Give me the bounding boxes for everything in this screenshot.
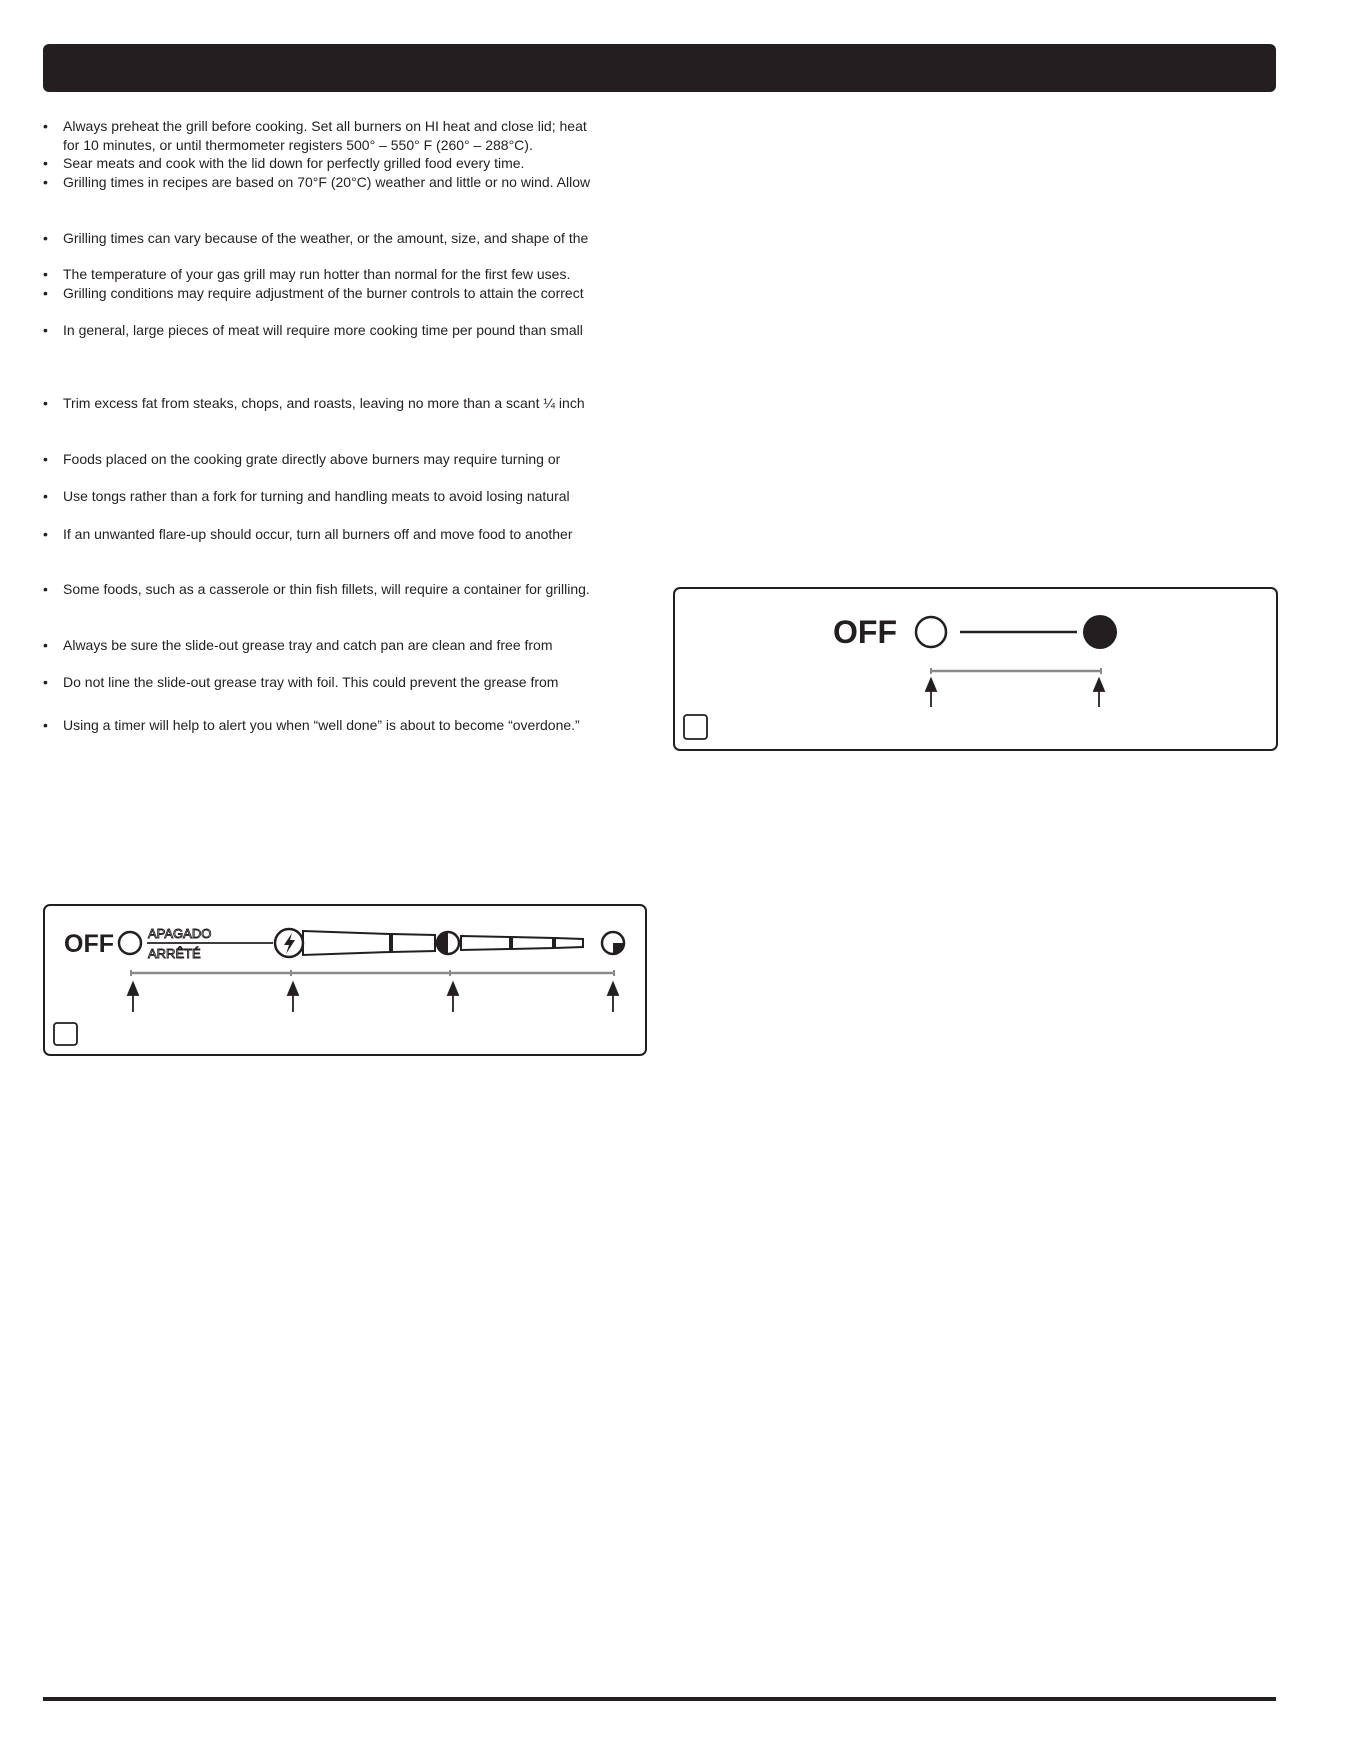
bullet-icon: •: [43, 285, 48, 301]
tip-text: Foods placed on the cooking grate directly above burners may require turning or: [63, 451, 561, 467]
flame-segment-4: [512, 937, 553, 949]
bullet-icon: •: [43, 637, 48, 653]
tip-text: Do not line the slide-out grease tray with foil. This could prevent the grease from: [63, 674, 559, 690]
bullet-icon: •: [43, 230, 48, 246]
bullet-icon: •: [43, 451, 48, 467]
tip-text: Always be sure the slide-out grease tray and catch pan are clean and free from: [63, 637, 553, 653]
section-header-bar: [43, 44, 1276, 92]
bullet-icon: •: [43, 395, 48, 411]
bullet-icon: •: [43, 581, 48, 597]
flame-segment-3: [461, 936, 510, 950]
tip-text: Some foods, such as a casserole or thin fish fillets, will require a container for grilling.: [63, 581, 590, 597]
bullet-icon: •: [43, 526, 48, 542]
main-burner-knob-diagram: [43, 904, 647, 1056]
main-burner-knob-svg: [45, 906, 649, 1058]
tip-text: Trim excess fat from steaks, chops, and roasts, leaving no more than a scant ¼ inch: [63, 395, 585, 411]
flame-segment-1: [303, 931, 390, 955]
flame-segment-2: [392, 934, 435, 952]
tip-text: Using a timer will help to alert you when “well done” is about to become “overdone.”: [63, 717, 580, 733]
bullet-icon: •: [43, 488, 48, 504]
tip-text: Grilling times can vary because of the weather, or the amount, size, and shape of the: [63, 230, 589, 246]
tip-text: Always preheat the grill before cooking. Set all burners on HI heat and close lid; heat: [63, 118, 587, 134]
tip-text: Use tongs rather than a fork for turning and handling meats to avoid losing natural: [63, 488, 570, 504]
ignite-lightning-icon: [284, 933, 295, 954]
tip-text: In general, large pieces of meat will require more cooking time per pound than small: [63, 322, 583, 338]
side-burner-knob-diagram: [673, 587, 1278, 751]
tip-text: for 10 minutes, or until thermometer registers 500° – 550° F (260° – 288°C).: [63, 137, 533, 153]
low-heat-fill: [613, 943, 624, 954]
bullet-icon: •: [43, 266, 48, 282]
tip-text: Grilling conditions may require adjustment of the burner controls to attain the correct: [63, 285, 584, 301]
figure-marker-box: [54, 1023, 77, 1045]
bullet-icon: •: [43, 322, 48, 338]
off-label: OFF: [64, 930, 114, 958]
side-off-circle-icon: [916, 617, 946, 647]
arrete-label: ARRÊTÉ: [148, 946, 201, 961]
tip-text: The temperature of your gas grill may run hotter than normal for the first few uses.: [63, 266, 571, 282]
side-hi-circle-icon: [1083, 615, 1117, 649]
tip-text: Sear meats and cook with the lid down for perfectly grilled food every time.: [63, 155, 525, 171]
bullet-icon: •: [43, 674, 48, 690]
tip-text: If an unwanted flare-up should occur, turn all burners off and move food to another: [63, 526, 573, 542]
side-off-label: OFF: [833, 614, 897, 650]
flame-segment-5: [555, 938, 583, 948]
side-figure-marker-box: [684, 715, 707, 739]
bullet-icon: •: [43, 155, 48, 171]
footer-rule: [43, 1697, 1276, 1701]
apagado-label: APAGADO: [148, 926, 212, 941]
bullet-icon: •: [43, 118, 48, 134]
off-circle-icon: [119, 932, 141, 954]
bullet-icon: •: [43, 717, 48, 733]
bullet-icon: •: [43, 174, 48, 190]
tip-text: Grilling times in recipes are based on 70°F (20°C) weather and little or no wind. Allow: [63, 174, 591, 190]
side-burner-knob-svg: [675, 589, 1280, 753]
